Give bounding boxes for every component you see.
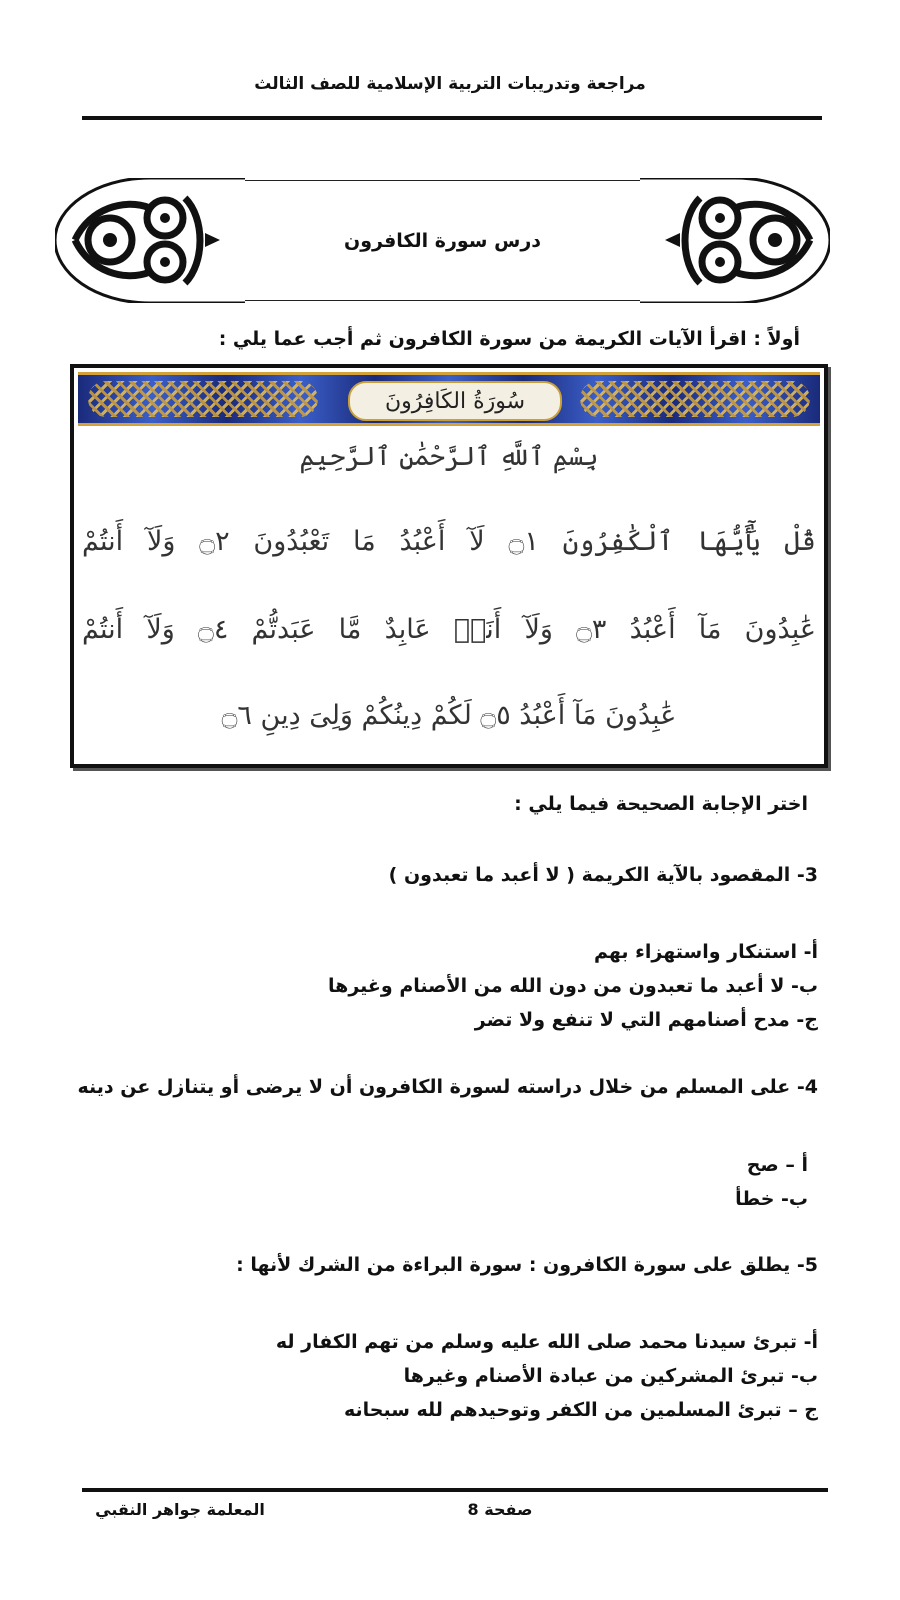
footer-divider: [82, 1488, 828, 1492]
question-3-options: [328, 935, 818, 1037]
question-3: 3- المقصود بالآية الكريمة ( لا أعبد ما تعبدون ): [388, 864, 818, 886]
arabesque-ornament-left: [55, 178, 245, 303]
surah-name: سُورَةُ الكَافِرُونَ: [348, 381, 562, 421]
question-4: 4- على المسلم من خلال دراسته لسورة الكافرون أن لا يرضى أو يتنازل عن دينه: [77, 1076, 818, 1098]
lesson-title: درس سورة الكافرون: [245, 180, 640, 301]
option: ب- لا أعبد ما تعبدون من دون الله من الأصنام وغيرها: [328, 975, 818, 997]
question-5: 5- يطلق على سورة الكافرون : سورة البراءة من الشرك لأنها :: [236, 1254, 818, 1276]
page-number: صفحة 8: [467, 1500, 533, 1519]
option: ج- مدح أصنامهم التي لا تنفع ولا تضر: [474, 1009, 818, 1031]
verse-line: قُلْ يَٰٓأَيُّهَا ٱلْكَٰفِرُونَ ۝١ لَآ أَعْبُدُ مَا تَعْبُدُونَ ۝٢ وَلَآ أَنتُمْ: [82, 526, 816, 557]
question-5-options: [276, 1325, 818, 1427]
option: أ – صح: [746, 1154, 808, 1176]
question-4-options: [735, 1148, 808, 1216]
option: ب- تبرئ المشركين من عبادة الأصنام وغيرها: [403, 1365, 818, 1387]
page-header: مراجعة وتدريبات التربية الإسلامية للصف الثالث: [254, 74, 646, 94]
option: أ- استنكار واستهزاء بهم: [593, 941, 818, 963]
lesson-title-banner: [55, 178, 830, 303]
option: ج – تبرئ المسلمين من الكفر وتوحيدهم لله سبحانه: [343, 1399, 818, 1421]
bismillah: بِسْمِ ٱللَّهِ ٱلرَّحْمَٰنِ ٱلرَّحِيمِ: [299, 442, 599, 472]
header-divider: [82, 116, 822, 120]
reading-instruction: أولاً : اقرأ الآيات الكريمة من سورة الكافرون ثم أجب عما يلي :: [218, 328, 800, 350]
verse-line: عَٰبِدُونَ مَآ أَعْبُدُ ۝٥ لَكُمْ دِينُكُمْ وَلِىَ دِينِ ۝٦: [221, 700, 677, 731]
arabesque-ornament-right: [640, 178, 830, 303]
option: أ- تبرئ سيدنا محمد صلى الله عليه وسلم من تهم الكفار له: [275, 1331, 818, 1353]
quran-image-frame: [70, 364, 828, 768]
banner-ornament-left: [88, 381, 318, 417]
banner-ornament-right: [580, 381, 810, 417]
teacher-name: المعلمة جواهر النقبي: [95, 1500, 265, 1519]
option: ب- خطأ: [735, 1188, 808, 1210]
verse-line: عَٰبِدُونَ مَآ أَعْبُدُ ۝٣ وَلَآ أَنَا۠ عَابِدٌ مَّا عَبَدتُّمْ ۝٤ وَلَآ أَنتُمْ: [82, 614, 816, 645]
choose-instruction: اختر الإجابة الصحيحة فيما يلي :: [514, 793, 808, 815]
surah-banner: [78, 372, 820, 426]
